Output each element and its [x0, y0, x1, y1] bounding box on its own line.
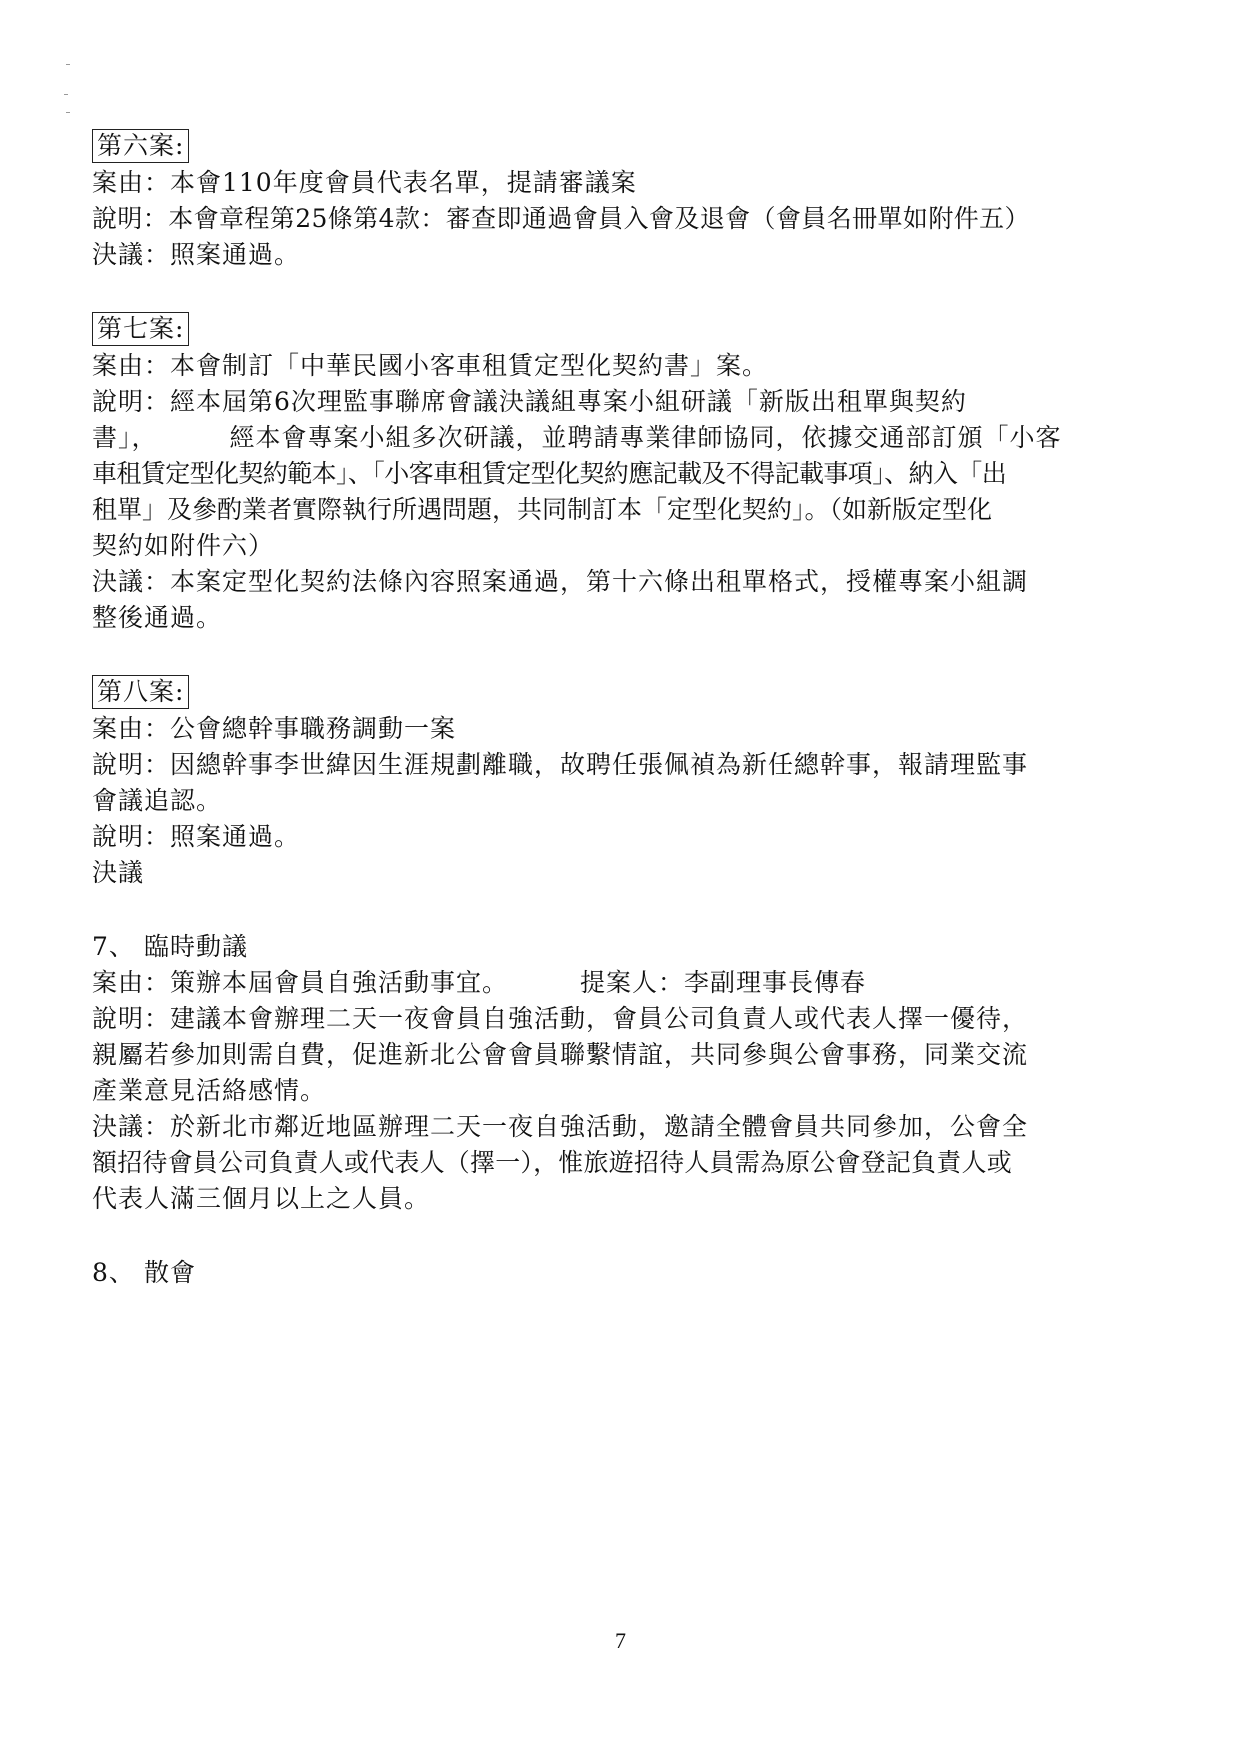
case-8-explanation-line: 會議追認。 — [92, 786, 223, 815]
item-8-heading — [92, 1255, 1157, 1291]
item-7-heading — [92, 929, 1157, 965]
case-7-explanation-line: 租單」及參酌業者實際執行所遇問題，共同制訂本「定型化契約」。（如新版定型化 — [92, 495, 993, 524]
case-8-explanation-2: 說明：照案通過。 — [92, 822, 301, 851]
item-7-title: 臨時動議 — [144, 932, 249, 961]
case-8-explanation-line: 說明：因總幹事李世緯因生涯規劃離職，故聘任張佩禎為新任總幹事，報請理監事 — [92, 750, 1029, 779]
item-7-section — [92, 929, 1157, 1217]
item-8-number: 8、 — [92, 1258, 135, 1287]
case-7-title: 第七案: — [92, 312, 189, 346]
item-8-section — [92, 1255, 1157, 1291]
case-7-explanation-line: 說明：經本屆第6次理監事聯席會議決議組專案小組研議「新版出租單與契約 — [92, 387, 967, 416]
item-7-reason-row — [92, 965, 1157, 1001]
case-7-section — [92, 311, 1157, 636]
item-7-explanation-line: 親屬若參加則需自費，促進新北公會會員聯繫情誼，共同參與公會事務，同業交流 — [92, 1040, 1029, 1069]
case-7-explanation-line: 車租賃定型化契約範本」、「小客車租賃定型化契約應記載及不得記載事項」、納入「出 — [92, 459, 1007, 488]
item-7-reason: 案由：策辦本屆會員自強活動事宜。 — [92, 968, 509, 997]
item-7-explanation-line: 產業意見活絡感情。 — [92, 1076, 327, 1105]
case-7-resolution-line: 決議：本案定型化契約法條內容照案通過，第十六條出租單格式，授權專案小組調 — [92, 567, 1029, 596]
document-body — [92, 128, 1157, 1291]
item-7-resolution-line: 代表人滿三個月以上之人員。 — [92, 1184, 431, 1213]
scan-speck — [64, 94, 68, 95]
item-7-number: 7、 — [92, 932, 135, 961]
case-8-reason: 案由：公會總幹事職務調動一案 — [92, 714, 457, 743]
case-8-resolution: 決議 — [92, 858, 145, 887]
case-8-section — [92, 674, 1157, 891]
case-6-title: 第六案: — [92, 129, 189, 163]
scan-speck — [66, 64, 70, 65]
item-7-proposer: 提案人：李副理事長傳春 — [580, 968, 867, 997]
item-7-explanation-line: 說明：建議本會辦理二天一夜會員自強活動，會員公司負責人或代表人擇一優待， — [92, 1004, 1029, 1033]
item-8-title: 散會 — [144, 1258, 197, 1287]
case-7-reason: 案由：本會制訂「中華民國小客車租賃定型化契約書」案。 — [92, 351, 769, 380]
case-6-resolution: 決議：照案通過。 — [92, 240, 301, 269]
case-6-explanation: 說明：本會章程第25條第4款：審查即通過會員入會及退會（會員名冊單如附件五） — [92, 204, 1030, 233]
item-7-resolution-line: 決議：於新北市鄰近地區辦理二天一夜自強活動，邀請全體會員共同參加，公會全 — [92, 1112, 1029, 1141]
case-7-explanation-line: 書」， 經本會專案小組多次研議，並聘請專業律師協同，依據交通部訂頒「小客 — [92, 423, 1062, 452]
page-number: 7 — [615, 1628, 626, 1653]
case-7-explanation-line: 契約如附件六） — [92, 531, 275, 560]
item-7-resolution-line: 額招待會員公司負責人或代表人（擇一），惟旅遊招待人員需為原公會登記負責人或 — [92, 1148, 1012, 1177]
case-8-title: 第八案: — [92, 675, 189, 709]
case-6-section — [92, 128, 1157, 273]
case-6-reason: 案由：本會110年度會員代表名單，提請審議案 — [92, 168, 637, 197]
case-7-resolution-line: 整後通過。 — [92, 603, 223, 632]
scan-speck — [66, 112, 70, 113]
